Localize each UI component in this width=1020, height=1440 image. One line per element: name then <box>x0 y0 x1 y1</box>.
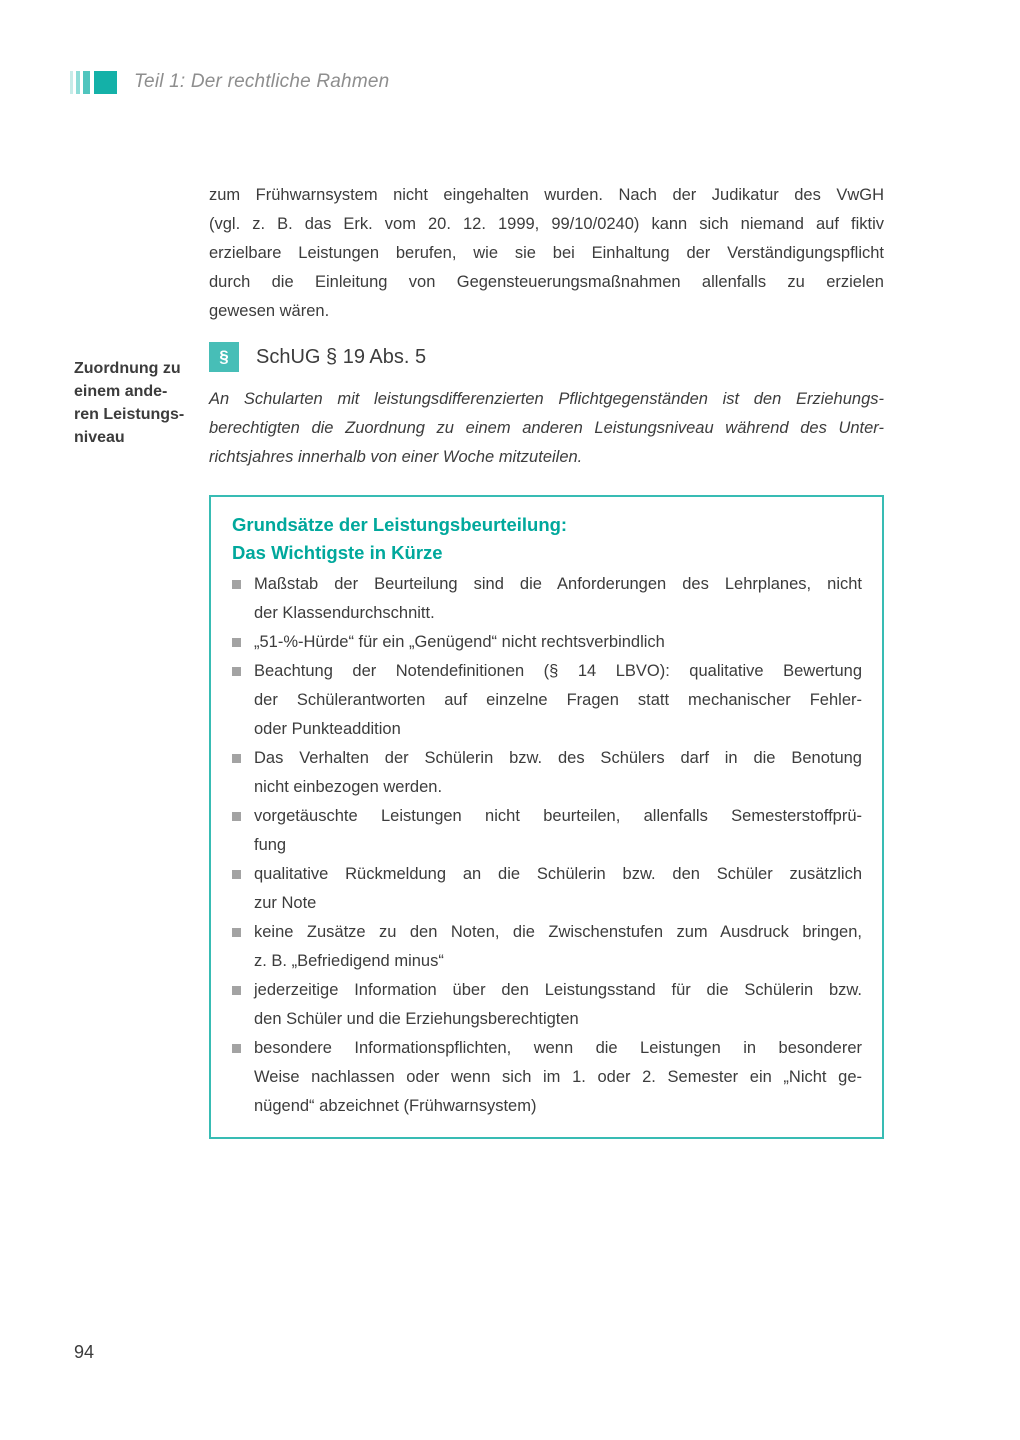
margin-note-line: Zuordnung zu <box>74 360 181 377</box>
bullet-item <box>232 628 862 657</box>
bar-icon <box>83 71 90 94</box>
bullet-text <box>254 802 862 860</box>
bullet-text <box>254 976 862 1034</box>
brand-bars-icon <box>70 70 117 94</box>
info-box-title-line: Grundsätze der Leistungsbeurteilung: <box>232 514 568 535</box>
text-line: besondere Informationspflichten, wenn die Leistungen in besonderer <box>254 1039 862 1057</box>
margin-note-line: einem ande- <box>74 383 168 400</box>
square-icon <box>94 71 117 94</box>
bar-icon <box>76 71 80 94</box>
text-line: zur Note <box>254 894 317 912</box>
page-header <box>70 70 389 94</box>
bullet-text <box>254 628 862 657</box>
bullet-square-icon <box>232 638 241 647</box>
bullet-text <box>254 657 862 744</box>
text-line: An Schularten mit leistungsdifferenzierten Pflichtgegenständen ist den Erziehungs- <box>209 390 884 408</box>
bullet-text <box>254 570 862 628</box>
text-line: durch die Einleitung von Gegensteuerungsmaßnahmen allenfalls zu erzielen <box>209 273 884 291</box>
bullet-square-icon <box>232 986 241 995</box>
bullet-text <box>254 918 862 976</box>
info-box-title-line: Das Wichtigste in Kürze <box>232 542 443 563</box>
bullet-square-icon <box>232 667 241 676</box>
paragraph-sign-badge <box>209 342 239 372</box>
margin-note-line: ren Leistungs- <box>74 406 185 423</box>
bullet-list <box>232 570 862 1121</box>
bullet-square-icon <box>232 870 241 879</box>
bar-icon <box>70 71 73 94</box>
text-line: Maßstab der Beurteilung sind die Anforderungen des Lehrplanes, nicht <box>254 575 862 593</box>
text-line: erzielbare Leistungen berufen, wie sie bei Einhaltung der Verständigungspflicht <box>209 244 884 262</box>
intro-paragraph <box>209 181 884 326</box>
law-quote <box>209 385 884 472</box>
bullet-text <box>254 860 862 918</box>
bullet-square-icon <box>232 1044 241 1053</box>
bullet-square-icon <box>232 812 241 821</box>
bullet-text <box>254 1034 862 1121</box>
text-line: z. B. „Befriedigend minus“ <box>254 952 444 970</box>
text-line: oder Punkteaddition <box>254 720 401 738</box>
text-line: qualitative Rückmeldung an die Schülerin bzw. den Schüler zusätzlich <box>254 865 862 883</box>
margin-note-line: niveau <box>74 429 125 446</box>
bullet-square-icon <box>232 580 241 589</box>
page-number: 94 <box>74 1342 95 1362</box>
text-line: Weise nachlassen oder wenn sich im 1. oder 2. Semester ein „Nicht ge- <box>254 1068 862 1086</box>
bullet-square-icon <box>232 754 241 763</box>
bullet-text <box>254 744 862 802</box>
bullet-item <box>232 802 862 860</box>
bullet-item <box>232 570 862 628</box>
info-box-title <box>232 511 862 567</box>
text-line: den Schüler und die Erziehungsberechtigten <box>254 1010 579 1028</box>
text-line: zum Frühwarnsystem nicht eingehalten wurden. Nach der Judikatur des VwGH <box>209 186 884 204</box>
text-line: der Klassendurchschnitt. <box>254 604 435 622</box>
bullet-item <box>232 976 862 1034</box>
text-line: „51-%-Hürde“ für ein „Genügend“ nicht rechtsverbindlich <box>254 633 665 651</box>
text-line: (vgl. z. B. das Erk. vom 20. 12. 1999, 99/10/0240) kann sich niemand auf fiktiv <box>209 215 884 233</box>
text-line: nügend“ abzeichnet (Frühwarnsystem) <box>254 1097 537 1115</box>
text-line: keine Zusätze zu den Noten, die Zwischenstufen zum Ausdruck bringen, <box>254 923 862 941</box>
margin-note <box>74 357 214 449</box>
bullet-item <box>232 918 862 976</box>
bullet-item <box>232 657 862 744</box>
info-box <box>209 495 884 1139</box>
text-line: nicht einbezogen werden. <box>254 778 443 796</box>
law-section-header <box>209 342 884 372</box>
text-line: berechtigten die Zuordnung zu einem anderen Leistungsniveau während des Unter- <box>209 419 884 437</box>
bullet-item <box>232 1034 862 1121</box>
bullet-item <box>232 744 862 802</box>
text-line: Das Verhalten der Schülerin bzw. des Schülers darf in die Benotung <box>254 749 862 767</box>
text-line: der Schülerantworten auf einzelne Fragen statt mechanischer Fehler- <box>254 691 862 709</box>
law-heading: SchUG § 19 Abs. 5 <box>256 345 427 368</box>
text-line: gewesen wären. <box>209 302 330 320</box>
bullet-square-icon <box>232 928 241 937</box>
text-line: vorgetäuschte Leistungen nicht beurteilen, allenfalls Semesterstoffprü- <box>254 807 862 825</box>
text-line: Beachtung der Notendefinitionen (§ 14 LBVO): qualitative Bewertung <box>254 662 862 680</box>
text-line: jederzeitige Information über den Leistungsstand für die Schülerin bzw. <box>254 981 862 999</box>
law-section <box>209 342 884 472</box>
chapter-title: Teil 1: Der rechtliche Rahmen <box>134 71 390 92</box>
text-line: fung <box>254 836 287 854</box>
bullet-item <box>232 860 862 918</box>
paragraph-sign-icon: § <box>219 347 229 366</box>
text-line: richtsjahres innerhalb von einer Woche mitzuteilen. <box>209 448 583 466</box>
